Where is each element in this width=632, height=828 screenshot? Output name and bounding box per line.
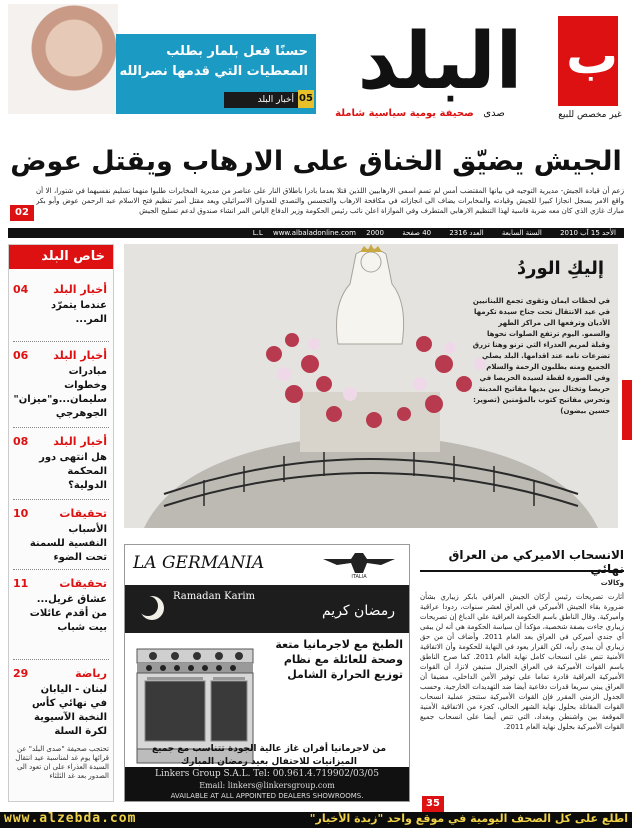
divider [13,499,109,500]
article-page-number: 35 [422,796,444,812]
masthead [0,0,632,140]
promo-portrait [8,4,118,114]
article-text: أثارت تصريحات رئيس أركان الجيش العراقي بابكر زيباري بشأن ضرورة بقاء الجيش الأميركي في العراق لعشر سنوات، ردودا عراقية وأميركية. وقال الناطق باسم الحكومة العراقية علي الدباغ إن تصريحات زيباري جاءت بصفة شخصية، مؤكدا أن سياسة الحكومة هي أنه لن يبقى أي جندي أميركي في العراق بعد العام 2011. وأضاف أن من حق زيباري أن يبدي رأيه، لكن القرار يعود في النهاية للحكومة وأن الاتفاقية الأمنية تنص على انسحاب كامل نهاية العام 2011. كما صرح الناطق باسم القوات الأميركية في العراق الجنرال ستيفن لانزا، أن القوات الأميركية العراقية قادرة تماما على توفير الأمن الداخلي، مضيفا أن العراق يبني سريعا قدرات دفاعية أيضا ضد التهديدات الخارجية. وحسب الجدول الزمني المقرر فإن القوات الأميركية ستنجز عملية انسحاب القوات المقاتلة بحلول نهاية الشهر الحالي، كجزء من الاتفاقية الأمنية الموقعة بين واشنطن وبغداد، التي تنص أيضا على انسحاب جميع القوات الأميركية بحلول نهاية العام 2011. [420,593,624,731]
promo-line1: حسنًا فعل بلمار بطلب [166,44,308,59]
promo-line2: المعطيات التي قدمها نصرالله [119,64,308,79]
date-bar [8,228,624,238]
feature-caption [470,296,610,417]
issue-date: الأحد 15 آب 2010 [560,229,616,237]
ad-brand-name: LA GERMANIA [133,553,265,573]
article-agency: وكالات [600,579,624,587]
divider [13,569,109,570]
tagline-small: صدى [483,108,505,119]
divider [420,570,624,572]
sidebar-item-section: رياضة [75,667,107,680]
footer-slogan: اطلع على كل الصحف اليومية في موقع واحد "زبدة الأخبار" [309,812,628,825]
article-title: الانسحاب الاميركي من العراق نهائي [448,548,624,576]
newspaper-logo[interactable]: البلد [357,17,523,107]
sidebar-item-title: مبادرات وخطوات سليمان...و"ميزان" الجوهرجي [13,366,107,419]
page-count: 40 صفحة [402,229,432,237]
divider [13,427,109,428]
sidebar-item-page: 10 [13,507,29,520]
article-body [420,578,624,812]
issue-year: السنة السابعة [501,229,542,237]
logo-mark: ب [566,26,619,86]
crescent-moon-icon [139,595,165,621]
sidebar-item-page: 08 [13,435,29,448]
feature-title: إليكِ الوردُ [516,258,604,279]
tagline [320,108,520,119]
ad-brand-sub: ITALIA [351,574,367,579]
ad-ramadan-english: Ramadan Karim [173,591,256,602]
ad-company-contact: Linkers Group S.A.L. Tel: 00.961.4.719902/03/05 [155,769,379,779]
sidebar-item-page: 04 [13,283,29,296]
issue-number: العدد 2316 [449,229,484,237]
tagline-main: صحيفة يومية سياسية شاملة [335,108,474,119]
sidebar-item-title: عندما يتمرّد المر... [50,300,107,325]
ad-copy-secondary: من لاجرمانيا أفران غاز عالية الجودة تتناسب مع جميع الميزانيات للاحتفال بعيد رمضان المبارك [151,744,387,767]
sidebar-index [8,244,114,802]
headline-page-number: 02 [10,205,34,221]
sidebar-item-title: عشاق غريل... من أقدم عائلات بيت شباب [29,594,107,633]
divider [13,659,109,660]
advertisement[interactable] [124,544,410,802]
footer-site-link[interactable]: www.alzebda.com [4,811,137,826]
sidebar-item-title: لبنان - اليابان في نهائي كأس النخبة الآسيوية لكرة السلة [32,684,107,737]
not-for-sale-label: غير مخصص للبيع [558,110,622,120]
ad-email[interactable]: Email: linkers@linkersgroup.com [199,781,335,790]
page-edge-marker [622,380,632,440]
sidebar-item-page: 29 [13,667,29,680]
sidebar-item-section: تحقيقات [59,507,107,520]
promo-page-number: 05 [298,90,314,108]
sidebar-item-title: الأسباب النفسية للسمنة تحت الضوء [29,524,107,563]
ad-copy-main: الطبخ مع لاجرمانيا متعة وصحة للعائلة مع نظام توزيع الحرارة الشامل [275,638,403,681]
ad-brand-logo [321,547,397,579]
sidebar-item-section: تحقيقات [59,577,107,590]
article-withdrawal[interactable] [420,544,624,820]
feature-caption-text: في لحظات ايمان وتقوى تجمع اللبنانيين في عيد الانتقال تحت جناح سيدة تكرمها الأديان وترفعها الى مراكز الطهر والسمو. اليوم ترتفع الصلوات نحوها وقبلة لمريم العذراء التي ترنو وهنا تزرق تضرعات نامه عند اقدامها. البلد يصلي الجميع ومنه يطلبون الرحمة والسلام وفي الصورة لقطة لسيدة الحريصا في حريصا وتختال بين يديها مفاتيح المدينة وتحرس مفاتيح كتوب بالمؤمنين [472,297,610,404]
sidebar-item-section: أخبار البلد [53,349,107,362]
headline-lead: زعم أن قيادة الجيش- مديرية التوجيه في بيانها المقتضب أمس لم تسم اسمي الارهابيين اللذين قتلا بعدما بادرا باطلاق النار على عناصر من مديرية المخابرات طلبوا منهما تسليم نفسيهما في شتورا، الا أن واقع الامر يسجل انجازا كبيرا للجيش وقيادته والمخابرات يضاف الى انجازاته في مكافحة الارهاب والتجسس والتصدي للعدوان الاسرائيلي ويعد مقتل أمير تنظيم فتح الاسلام عبد الرحمن عوض وأبو بكر مبارك غازي الذي كان معه ضربة قاسية لهذا التنظيم الارهابي المتطرف وفي الموازاة اعلن نائب رئيس الحكومة وزير الدفاع الياس المر انشاء صندوق لدعم تسليح الجيش [36,187,624,215]
sidebar-item-section: أخبار البلد [53,435,107,448]
promo-headline[interactable] [118,42,308,82]
feature-photo[interactable] [124,244,618,528]
ad-ramadan-arabic: رمضان كريم [321,603,395,619]
main-headline[interactable]: الجيش يضيّق الخناق على الارهاب ويقتل عوض [10,146,622,177]
price: 2000 L.L [252,229,384,237]
photo-credit: (تصوير: حسين بيضون) [473,396,610,415]
sidebar-item-page: 06 [13,349,29,362]
ad-availability: AVAILABLE AT ALL APPOINTED DEALERS SHOWROOMS. [170,792,364,800]
promo-teaser[interactable] [8,34,316,114]
sidebar-header: خاص البلد [9,245,113,269]
sidebar-item-title: هل انتهى دور المحكمة الدولية؟ [39,452,107,491]
sidebar-item-page: 11 [13,577,29,590]
website-link[interactable]: www.albaladonline.com [272,229,356,237]
sidebar-notice: تحتجب صحيفة "صدى البلد" عن قرائها يوم غد لمناسبة عيد انتقال السيدة العذراء على ان تعود الى الصدور بعد غد الثلثاء [15,745,109,780]
sidebar-item-section: أخبار البلد [53,283,107,296]
divider [13,341,109,342]
promo-section-badge: أخبار البلد [224,92,298,108]
